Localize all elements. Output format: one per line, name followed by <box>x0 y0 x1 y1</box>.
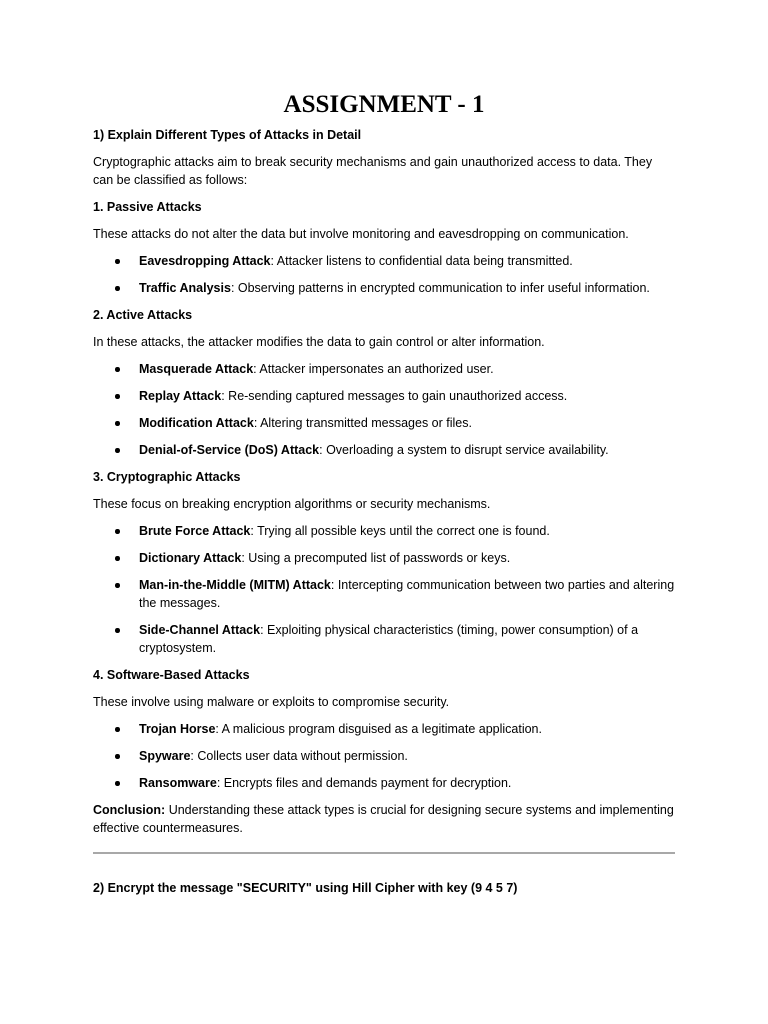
list-item-term: Replay Attack <box>139 389 222 403</box>
section-heading-passive: 1. Passive Attacks <box>93 200 202 214</box>
section-heading-active: 2. Active Attacks <box>93 308 193 322</box>
list-item-term: Denial-of-Service (DoS) Attack <box>139 443 320 457</box>
list-item-text: : Overloading a system to disrupt service availability. <box>319 443 609 457</box>
section-desc-software: These involve using malware or exploits to compromise security. <box>93 695 450 709</box>
section-desc-active: In these attacks, the attacker modifies the data to gain control or alter information. <box>93 335 545 349</box>
question-2-heading: 2) Encrypt the message "SECURITY" using Hill Cipher with key (9 4 5 7) <box>93 881 518 895</box>
list-item <box>93 360 675 378</box>
list-item-term: Eavesdropping Attack <box>139 254 271 268</box>
list-item <box>93 621 675 657</box>
list-item-term: Modification Attack <box>139 416 254 430</box>
list-item-text: : Trying all possible keys until the correct one is found. <box>250 524 550 538</box>
list-item <box>93 441 675 459</box>
list-item-term: Spyware <box>139 749 191 763</box>
list-item <box>93 522 675 540</box>
list-item-term: Dictionary Attack <box>139 551 242 565</box>
list-item-text: : Exploiting physical characteristics (timing, power consumption) of a cryptosystem. <box>139 623 639 655</box>
list-item-term: Trojan Horse <box>139 722 216 736</box>
list-item-text: : Intercepting communication between two parties and altering the messages. <box>139 578 675 610</box>
list-item <box>93 747 675 765</box>
horizontal-divider <box>93 852 675 854</box>
list-item-text: : Attacker listens to confidential data being transmitted. <box>270 254 573 268</box>
conclusion-text: Understanding these attack types is crucial for designing secure systems and implementing effective countermeasures. <box>93 803 674 835</box>
list-item-text: : Using a precomputed list of passwords or keys. <box>241 551 511 565</box>
list-item-text: : Attacker impersonates an authorized user. <box>253 362 494 376</box>
list-item-term: Man-in-the-Middle (MITM) Attack <box>139 578 331 592</box>
list-item <box>93 720 675 738</box>
section-desc-passive: These attacks do not alter the data but involve monitoring and eavesdropping on communication. <box>93 227 629 241</box>
list-item <box>93 279 675 297</box>
section-heading-software: 4. Software-Based Attacks <box>93 668 250 682</box>
list-item <box>93 252 675 270</box>
list-item-text: : Altering transmitted messages or files. <box>253 416 472 430</box>
software-attack-list <box>93 720 675 792</box>
list-item-text: : Observing patterns in encrypted communication to infer useful information. <box>230 281 650 295</box>
section-heading-cryptographic: 3. Cryptographic Attacks <box>93 470 241 484</box>
list-item-text: : Collects user data without permission. <box>190 749 408 763</box>
intro-paragraph: Cryptographic attacks aim to break security mechanisms and gain unauthorized access to data. They can be classified as follows: <box>93 155 653 187</box>
list-item-text: : A malicious program disguised as a legitimate application. <box>215 722 542 736</box>
list-item-term: Brute Force Attack <box>139 524 251 538</box>
passive-attack-list <box>93 252 675 297</box>
document-body <box>93 124 675 837</box>
conclusion-label: Conclusion: <box>93 803 166 817</box>
list-item-term: Ransomware <box>139 776 217 790</box>
list-item <box>93 414 675 432</box>
list-item-text: : Encrypts files and demands payment for decryption. <box>216 776 512 790</box>
conclusion-paragraph <box>93 801 675 837</box>
list-item-text: : Re-sending captured messages to gain unauthorized access. <box>221 389 568 403</box>
active-attack-list <box>93 360 675 459</box>
question-1-heading: 1) Explain Different Types of Attacks in Detail <box>93 128 362 142</box>
document-title: ASSIGNMENT - 1 <box>283 91 485 118</box>
list-item <box>93 549 675 567</box>
list-item <box>93 576 675 612</box>
list-item <box>93 774 675 792</box>
list-item-term: Side-Channel Attack <box>139 623 261 637</box>
list-item-term: Traffic Analysis <box>139 281 231 295</box>
list-item <box>93 387 675 405</box>
cryptographic-attack-list <box>93 522 675 657</box>
section-desc-cryptographic: These focus on breaking encryption algorithms or security mechanisms. <box>93 497 491 511</box>
list-item-term: Masquerade Attack <box>139 362 254 376</box>
